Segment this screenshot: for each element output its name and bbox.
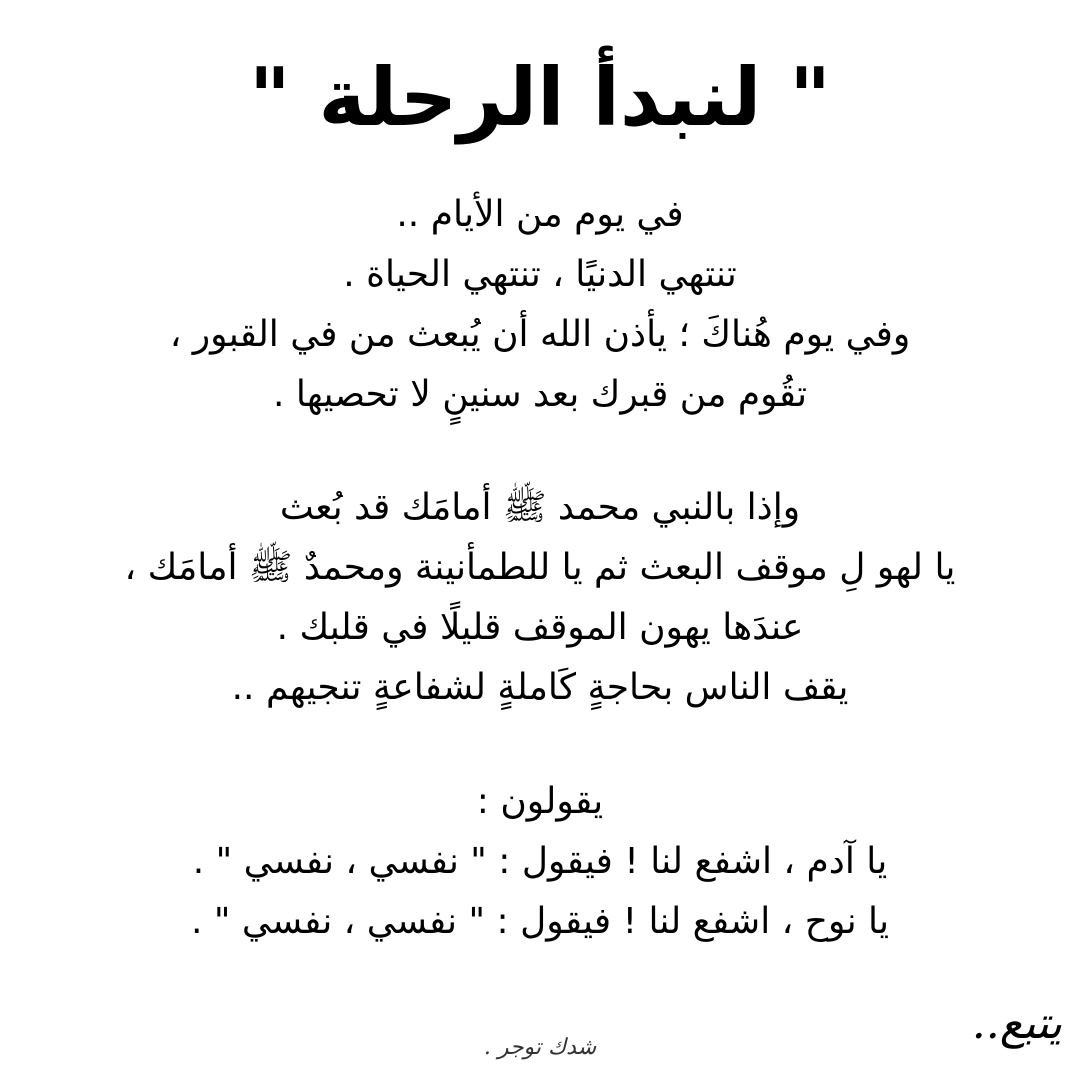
- to-be-continued-label: يتبع..: [971, 998, 1062, 1049]
- stanza-intercession: [60, 772, 1020, 952]
- author-signature: شدك توجر .: [483, 1035, 597, 1060]
- stanza-day-of-judgment: [60, 185, 1020, 425]
- text-line: يقولون :: [476, 781, 604, 822]
- text-line: يقف الناس بحاجةٍ كَاملةٍ لشفاعةٍ تنجيهم ..: [231, 667, 849, 708]
- post-title: " لنبدأ الرحلة ": [249, 51, 831, 144]
- text-line: يا آدم ، اشفع لنا ! فيقول : " نفسي ، نفسي " .: [192, 841, 888, 882]
- stanza-prophet: [60, 478, 1020, 718]
- text-line: في يوم من الأيام ..: [396, 194, 684, 235]
- text-line: عندَها يهون الموقف قليلًا في قلبك .: [276, 607, 804, 648]
- text-line: وإذا بالنبي محمد ﷺ أمامَك قد بُعث: [279, 487, 801, 528]
- text-line: يا لهو لِ موقف البعث ثم يا للطمأنينة ومحمدٌ ﷺ أمامَك ،: [124, 547, 956, 588]
- text-line: تقُوم من قبرك بعد سنينٍ لا تحصيها .: [273, 374, 807, 415]
- text-line: يا نوح ، اشفع لنا ! فيقول : " نفسي ، نفسي " .: [190, 901, 890, 942]
- text-line: وفي يوم هُناكَ ؛ يأذن الله أن يُبعث من في القبور ،: [169, 314, 911, 355]
- text-line: تنتهي الدنيًا ، تنتهي الحياة .: [343, 254, 737, 295]
